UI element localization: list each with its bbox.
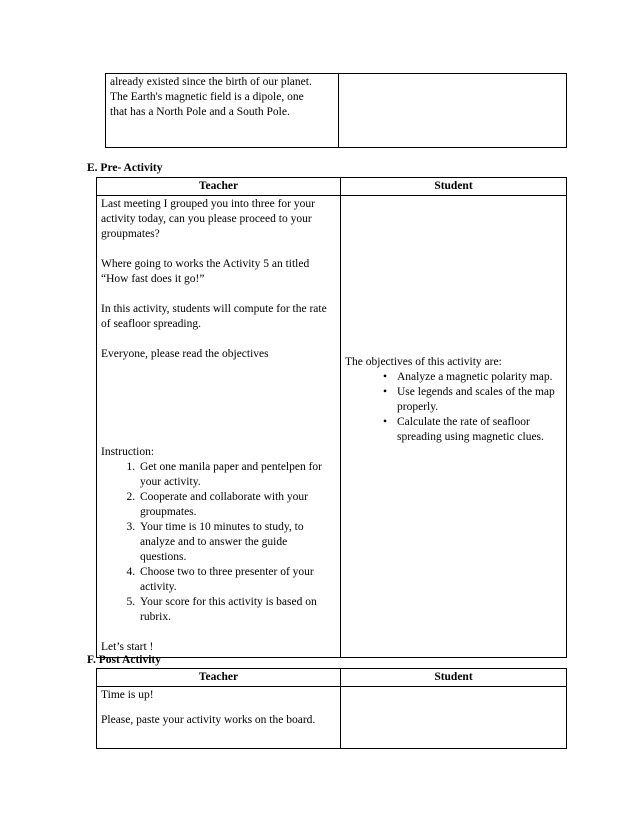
post-teacher-cell — [97, 687, 341, 749]
pre-student-cell — [341, 196, 567, 658]
section-e-heading: E. Pre- Activity — [87, 162, 163, 174]
student-objectives-intro: The objectives of this activity are: — [345, 356, 502, 368]
objective-item-1: • Analyze a magnetic polarity map. — [383, 370, 562, 385]
closing-text: Let’s start ! — [101, 641, 154, 653]
instruction-item-2: 2. Cooperate and collaborate with your groupmates. — [138, 490, 336, 520]
top-line-2: The Earth's magnetic field is a dipole, one — [110, 91, 304, 103]
instruction-item-5: 5. Your score for this activity is based on rubrix. — [138, 595, 336, 625]
top-table — [105, 73, 567, 148]
instruction-list — [101, 460, 336, 625]
post-student-cell — [341, 687, 567, 749]
objective-item-3: • Calculate the rate of seafloor spreading using magnetic clues. — [383, 415, 562, 445]
top-line-1: already existed since the birth of our planet. — [110, 76, 312, 88]
instruction-label: Instruction: — [101, 446, 155, 458]
instruction-item-4: 4. Choose two to three presenter of your activity. — [138, 565, 336, 595]
top-table-right-cell — [339, 74, 567, 148]
pre-teacher-cell — [97, 196, 341, 658]
post-teacher-header: Teacher — [97, 669, 341, 687]
objectives-list — [345, 370, 562, 445]
post-student-header: Student — [341, 669, 567, 687]
instruction-item-1: 1. Get one manila paper and pentelpen for your activity. — [138, 460, 336, 490]
objective-item-2: • Use legends and scales of the map properly. — [383, 385, 562, 415]
pre-teacher-header: Teacher — [97, 178, 341, 196]
top-line-3: that has a North Pole and a South Pole. — [110, 106, 290, 118]
post-teacher-paragraph-2: Please, paste your activity works on the board. — [101, 714, 316, 726]
teacher-paragraph-3: In this activity, students will compute for the rate of seafloor spreading. — [101, 303, 327, 330]
teacher-paragraph-1: Last meeting I grouped you into three for your activity today, can you please proceed to your groupmates? — [101, 198, 315, 240]
post-teacher-paragraph-1: Time is up! — [101, 689, 154, 701]
pre-activity-table — [96, 177, 567, 658]
section-f-heading: F. Post Activity — [87, 654, 161, 666]
instruction-item-3: 3. Your time is 10 minutes to study, to analyze and to answer the guide questions. — [138, 520, 336, 565]
teacher-paragraph-4: Everyone, please read the objectives — [101, 348, 269, 360]
pre-student-header: Student — [341, 178, 567, 196]
post-activity-table — [96, 668, 567, 749]
teacher-paragraph-2: Where going to works the Activity 5 an titled “How fast does it go!” — [101, 258, 310, 285]
top-table-left-cell — [106, 74, 339, 148]
